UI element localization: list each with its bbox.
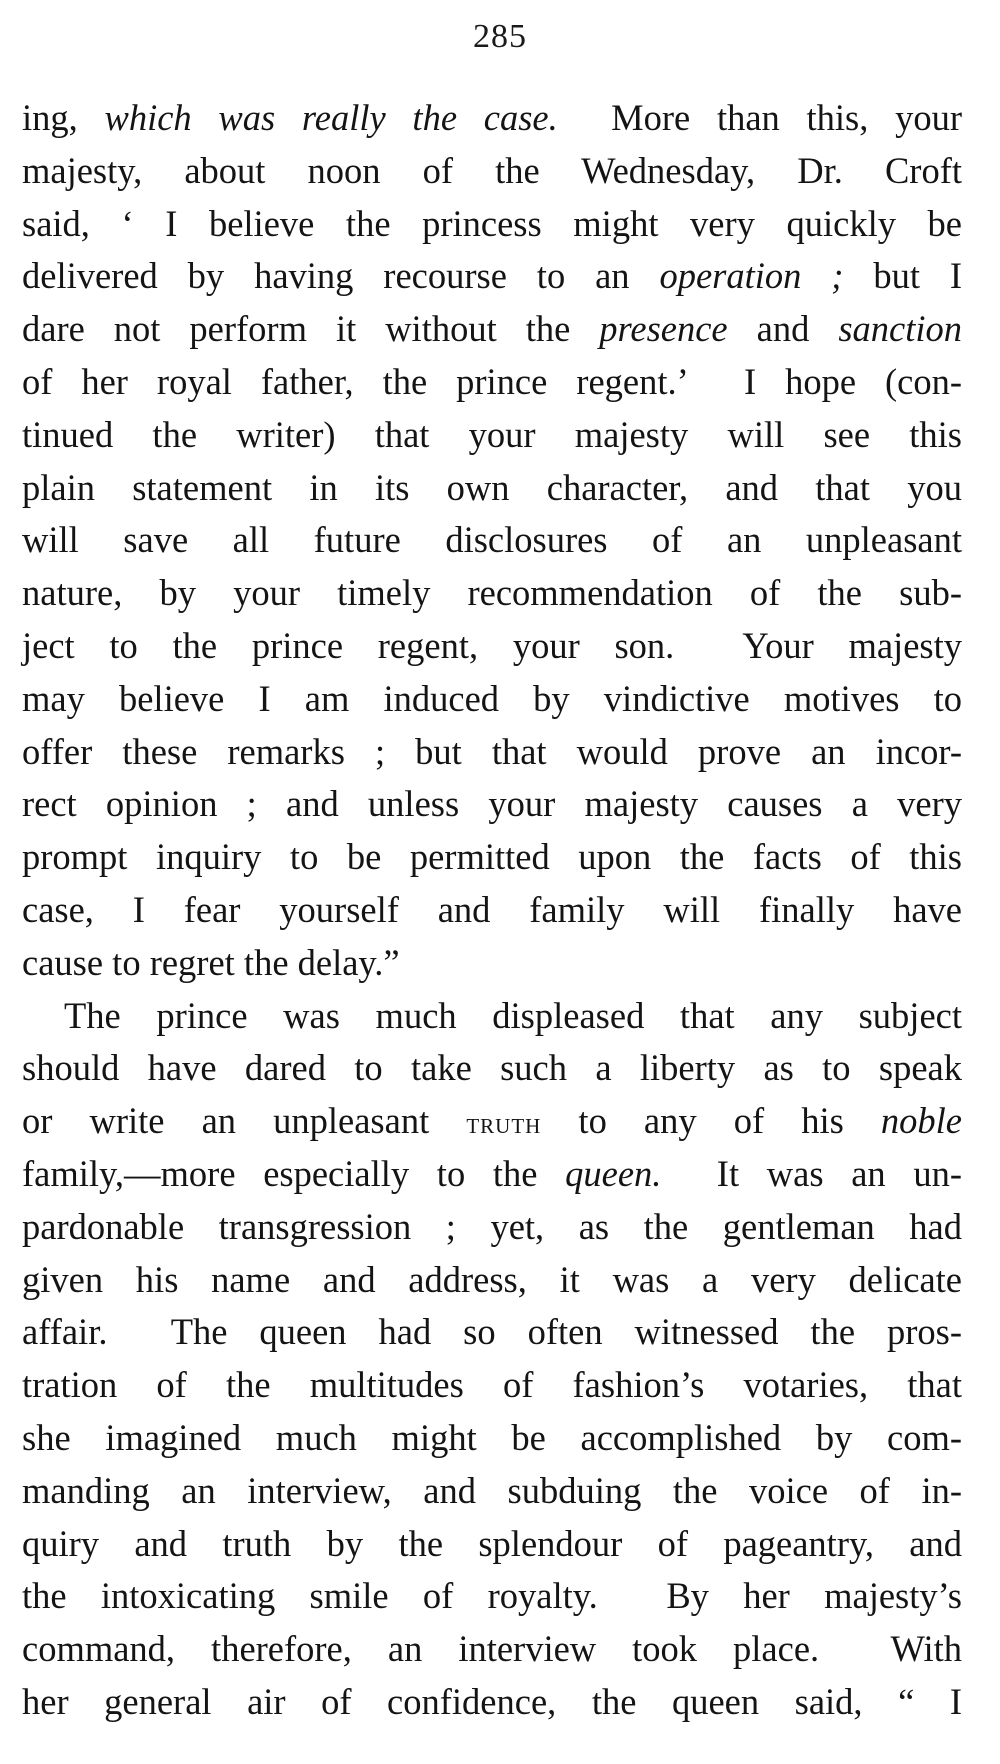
small-caps-text: truth	[466, 1107, 542, 1141]
text-line	[22, 1465, 962, 1518]
text-line	[22, 1148, 962, 1201]
text-line	[22, 1042, 962, 1095]
text-segment: The prince was much displeased that any subject	[64, 994, 962, 1036]
text-segment: to any of his	[541, 1100, 881, 1142]
text-segment: offer these remarks ; but that would prove an incor-	[22, 730, 962, 772]
text-line	[22, 1359, 962, 1412]
text-segment: may believe I am induced by vindictive motives to	[22, 677, 962, 719]
text-segment: but I	[843, 255, 962, 297]
text-segment: cause to regret the delay.”	[22, 941, 400, 983]
text-line	[22, 409, 962, 462]
italic-text: sanction	[838, 308, 962, 350]
text-segment: plain statement in its own character, and that you	[22, 466, 962, 508]
text-segment: or write an unpleasant	[22, 1100, 467, 1142]
italic-text: noble	[880, 1100, 962, 1142]
text-segment: and	[727, 308, 839, 350]
text-segment: tinued the writer) that your majesty will see this	[22, 413, 962, 455]
text-segment: dare not perform it without the	[22, 308, 600, 350]
text-line	[22, 1518, 962, 1571]
text-line	[22, 673, 962, 726]
text-line	[22, 778, 962, 831]
text-line	[22, 1412, 962, 1465]
text-line	[22, 356, 962, 409]
text-line	[22, 726, 962, 779]
text-segment: delivered by having recourse to an	[22, 255, 660, 297]
text-segment: pardonable transgression ; yet, as the gentleman had	[22, 1205, 962, 1247]
text-segment: rect opinion ; and unless your majesty causes a very	[22, 783, 962, 825]
text-line	[22, 884, 962, 937]
page-number: 285	[473, 18, 527, 55]
text-segment: prompt inquiry to be permitted upon the facts of this	[22, 836, 962, 878]
text-line	[22, 567, 962, 620]
text-segment: majesty, about noon of the Wednesday, Dr. Croft	[22, 149, 962, 191]
italic-text: queen.	[565, 1152, 662, 1194]
text-segment: It was an un-	[661, 1152, 962, 1194]
text-line	[22, 1306, 962, 1359]
text-segment: she imagined much might be accomplished by com-	[22, 1416, 962, 1458]
text-line	[22, 303, 962, 356]
text-line	[22, 1201, 962, 1254]
text-segment: case, I fear yourself and family will finally have	[22, 888, 962, 930]
text-line	[22, 1623, 962, 1676]
text-segment: tration of the multitudes of fashion’s votaries, that	[22, 1364, 962, 1406]
text-line	[22, 990, 962, 1043]
italic-text: presence	[599, 308, 728, 350]
text-segment: affair. The queen had so often witnessed the pros-	[22, 1311, 962, 1353]
text-segment: given his name and address, it was a very delicate	[22, 1258, 962, 1300]
text-segment: ject to the prince regent, your son. Your majesty	[22, 624, 962, 666]
text-segment: nature, by your timely recommendation of the sub-	[22, 572, 962, 614]
text-line	[22, 1570, 962, 1623]
page-text-body	[22, 92, 962, 1729]
text-line	[22, 937, 962, 990]
text-segment: of her royal father, the prince regent.’ I hope (con-	[22, 360, 962, 402]
text-line	[22, 462, 962, 515]
text-segment: will save all future disclosures of an unpleasant	[22, 519, 962, 561]
text-line	[22, 831, 962, 884]
text-segment: should have dared to take such a liberty as to speak	[22, 1047, 962, 1089]
text-line	[22, 145, 962, 198]
text-segment: said, ‘ I believe the princess might very quickly be	[22, 202, 962, 244]
text-line	[22, 1095, 962, 1148]
text-line	[22, 1676, 962, 1729]
text-segment: ing,	[22, 97, 105, 138]
text-segment: family,—more especially to the	[22, 1152, 566, 1194]
text-line	[22, 92, 962, 145]
text-segment: command, therefore, an interview took place. With	[22, 1628, 962, 1670]
text-segment: quiry and truth by the splendour of pageantry, and	[22, 1522, 962, 1564]
text-segment: her general air of confidence, the queen said, “ I	[22, 1680, 962, 1722]
text-segment: the intoxicating smile of royalty. By her majesty’s	[22, 1575, 962, 1617]
text-line	[22, 620, 962, 673]
text-segment: manding an interview, and subduing the voice of in-	[22, 1469, 962, 1511]
text-line	[22, 198, 962, 251]
italic-text: operation ;	[659, 255, 844, 297]
text-line	[22, 1254, 962, 1307]
italic-text: which was really the case.	[104, 97, 558, 138]
text-line	[22, 250, 962, 303]
text-segment: More than this, your	[557, 97, 963, 138]
text-line	[22, 514, 962, 567]
